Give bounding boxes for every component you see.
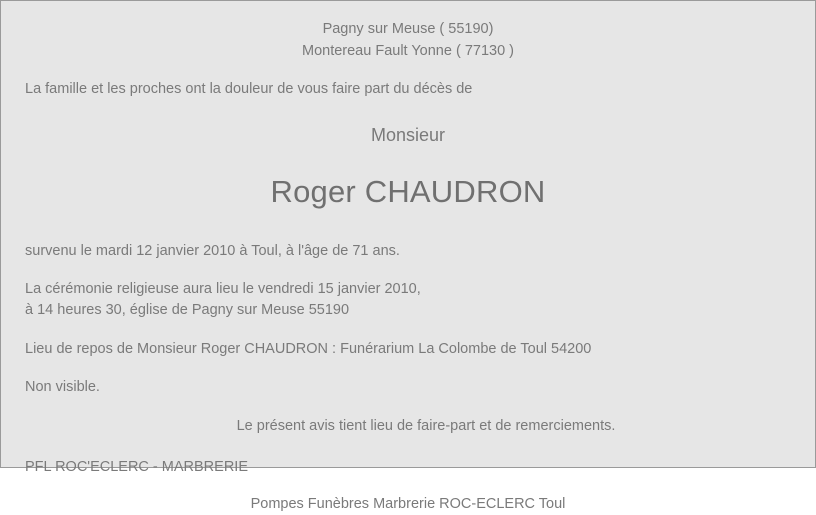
ceremony-line-1: La cérémonie religieuse aura lieu le vendredi 15 janvier 2010, <box>25 280 421 297</box>
company-name: PFL ROC'ECLERC - MARBRERIE <box>25 459 248 476</box>
death-details: survenu le mardi 12 janvier 2010 à Toul, à l'âge de 71 ans. <box>25 242 400 259</box>
deceased-name: Roger CHAUDRON <box>270 173 546 209</box>
announcement-intro: La famille et les proches ont la douleur de vous faire part du décès de <box>25 80 473 97</box>
notice-statement: Le présent avis tient lieu de faire-part et de remerciements. <box>236 418 616 435</box>
funeral-home-footer: Pompes Funèbres Marbrerie ROC-ECLERC Toul <box>250 496 566 513</box>
location-line-1: Pagny sur Meuse ( 55190) <box>322 21 494 37</box>
location-line-2: Montereau Fault Yonne ( 77130 ) <box>301 42 514 59</box>
honorific: Monsieur <box>370 124 446 145</box>
ceremony-details <box>25 279 791 323</box>
repose-location: Lieu de repos de Monsieur Roger CHAUDRON : Funérarium La Colombe de Toul 54200 <box>25 341 592 358</box>
ceremony-line-2: à 14 heures 30, église de Pagny sur Meuse 55190 <box>25 302 350 319</box>
visibility-status: Non visible. <box>25 379 100 396</box>
